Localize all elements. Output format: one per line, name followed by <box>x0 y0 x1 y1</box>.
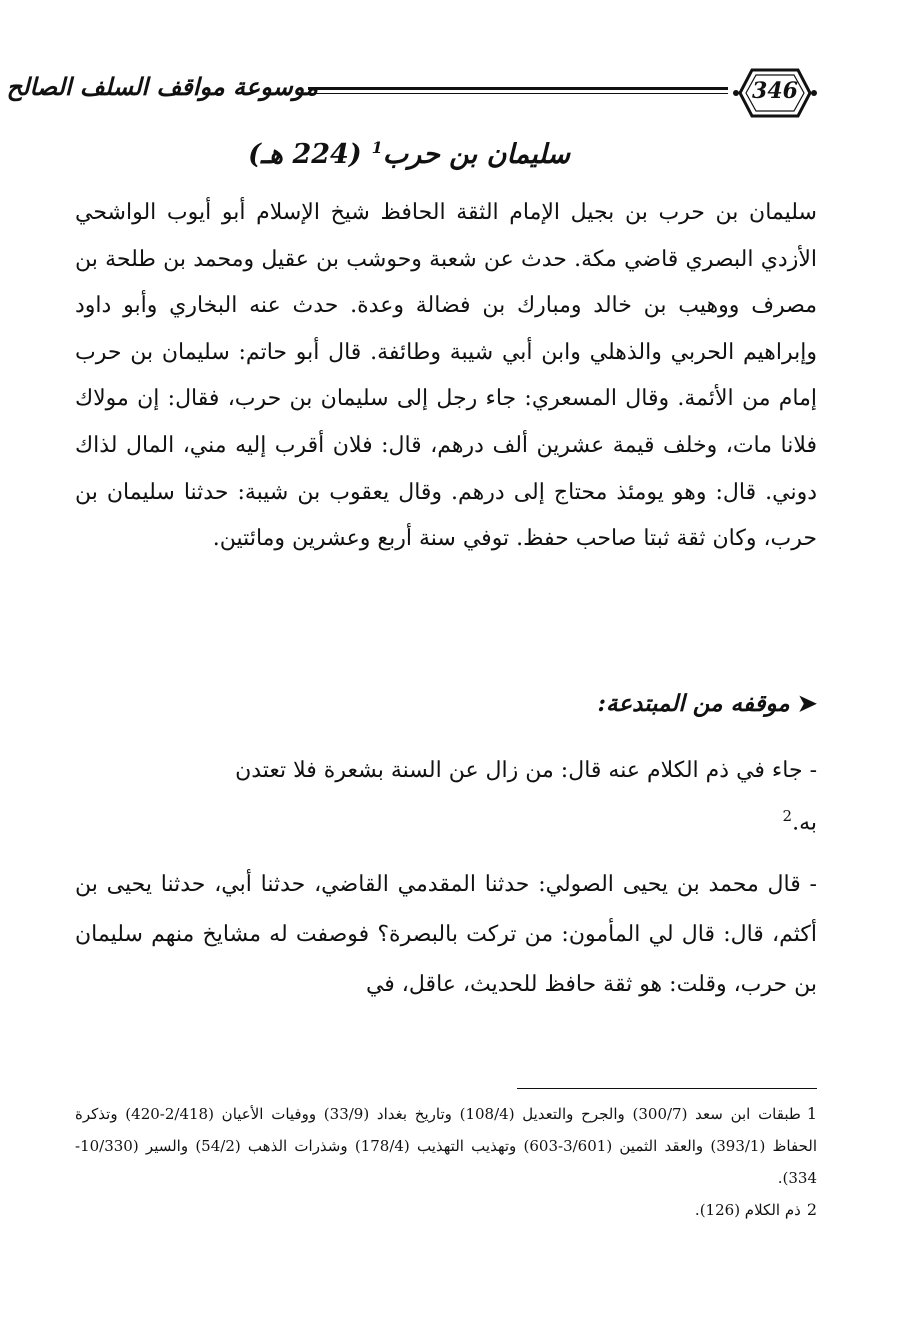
footnote-ref-2[interactable]: 2 <box>782 807 793 825</box>
footnote-2-text: ذم الكلام (126). <box>694 1201 801 1219</box>
footnotes <box>75 1098 817 1226</box>
section-heading <box>598 690 817 717</box>
footnote-2-number: 2 <box>806 1200 817 1219</box>
entry-title <box>60 138 570 170</box>
quote-paragraph-2 <box>75 860 817 1010</box>
arrow-bullet-icon: ➤ <box>797 690 817 717</box>
biography-text <box>75 190 817 563</box>
quote-2-text: - قال محمد بن يحيى الصولي: حدثنا المقدمي القاضي، حدثنا أبي، حدثنا يحيى بن أكثم، قال: قال لي المأمون: من تركت بالبصرة؟ فوصفت له مشايخ منهم سليمان بن حرب، وقلت: هو ثقة حافظ للحديث، عاقل، في <box>75 872 817 997</box>
series-title: موسوعة مواقف السلف الصالح <box>6 72 318 101</box>
section-heading-text: موقفه من المبتدعة: <box>597 690 790 717</box>
page-number-badge <box>730 62 820 124</box>
hijri-year: (224 هـ) <box>248 139 362 170</box>
page-header <box>6 62 820 132</box>
biography-paragraph: سليمان بن حرب بن بجيل الإمام الثقة الحافظ شيخ الإسلام أبو أيوب الواشحي الأزدي البصري قاضي مكة. حدث عن شعبة وحوشب بن عقيل ومحمد بن طلحة بن مصرف ووهيب بن خالد ومبارك بن فضالة وعدة. حدث عنه البخاري وأبو داود وإبراهيم الحربي والذهلي وابن أبي شيبة وطائفة. قال أبو حاتم: سليمان بن حرب إمام من الأئمة. وقال المسعري: جاء رجل إلى سليمان بن حرب، فقال: إن مولاك فلانا مات، وخلف قيمة عشرين ألف درهم، قال: فلان أقرب إليه مني، المال لذاك دوني. قال: وهو يومئذ محتاج إلى درهم. وقال يعقوب بن شيبة: حدثنا سليمان بن حرب، وكان ثقة ثبتا صاحب حفظ. توفي سنة أربع وعشرين ومائتين. <box>75 200 817 552</box>
footnote-1-text: طبقات ابن سعد (300/7) والجرح والتعديل (108/4) وتاريخ بغداد (33/9) ووفيات الأعيان (2/418-420) وتذكرة الحفاظ (393/1) والعقد الثمين (3/601-603) وتهذيب التهذيب (178/4) وشذرات الذهب (54/2) والسير (10/330-334). <box>75 1105 817 1187</box>
quote-paragraph-1 <box>75 748 817 845</box>
footnote-1 <box>75 1098 817 1194</box>
entry-name: سليمان بن حرب <box>382 139 570 170</box>
footnote-ref-1[interactable]: 1 <box>371 138 383 157</box>
quote-1-text: - جاء في ذم الكلام عنه قال: من زال عن السنة بشعرة فلا تعتدن <box>235 758 817 783</box>
quote-1-tail: به. <box>792 810 817 836</box>
page-number: 346 <box>752 78 798 104</box>
footnote-divider <box>517 1088 817 1089</box>
footnote-2 <box>75 1194 817 1226</box>
footnote-1-number: 1 <box>806 1104 817 1123</box>
header-rule <box>308 84 728 100</box>
